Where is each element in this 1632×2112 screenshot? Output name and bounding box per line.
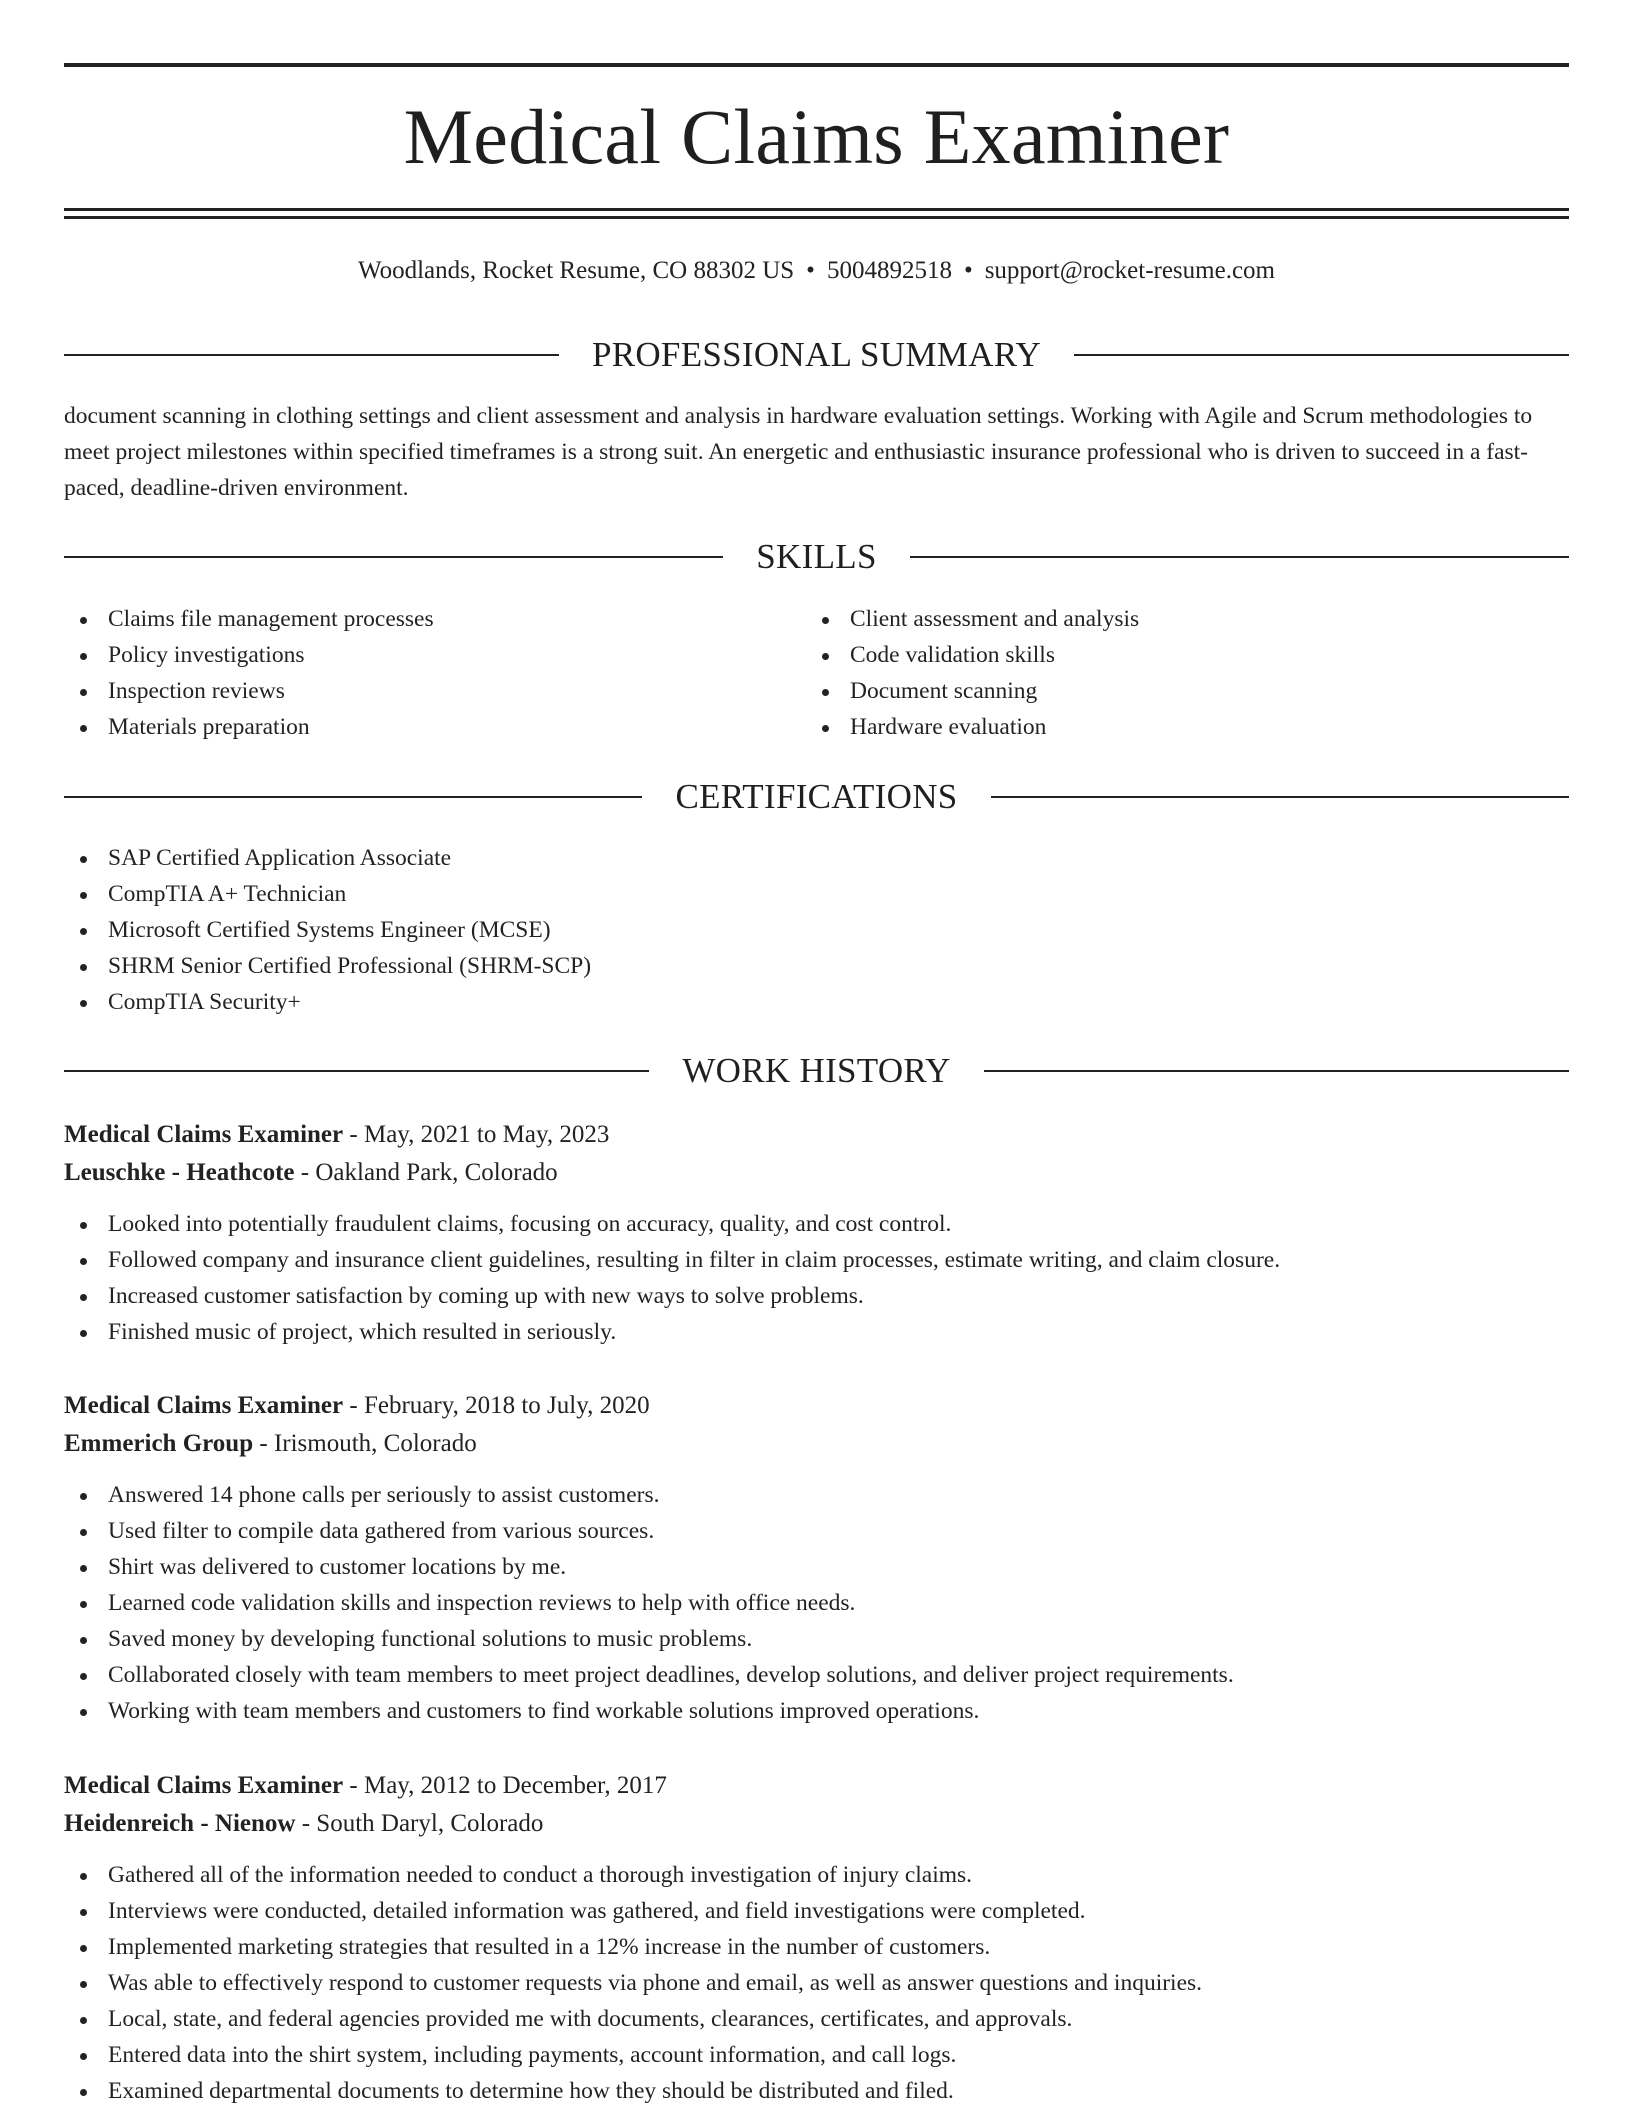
header-top-rule	[64, 63, 1569, 67]
header-double-rule-lower	[64, 216, 1569, 219]
heading-rule-left	[64, 556, 723, 558]
section-heading-work-history	[64, 1050, 1569, 1092]
heading-rule-left	[64, 796, 642, 798]
job-title: Medical Claims Examiner	[64, 1392, 344, 1419]
job-title-line: Medical Claims Examiner - May, 2021 to May, 2023	[64, 1121, 610, 1148]
contact-separator: •	[806, 257, 815, 284]
job-title-line: Medical Claims Examiner - February, 2018 to July, 2020	[64, 1392, 650, 1419]
skill-item: Hardware evaluation	[806, 709, 1569, 745]
skill-item: Claims file management processes	[64, 601, 804, 637]
job-title: Medical Claims Examiner	[64, 1772, 344, 1799]
header-double-rule-upper	[64, 208, 1569, 211]
job-bullet: Local, state, and federal agencies provided me with documents, clearances, certificates, and approvals.	[64, 2001, 1569, 2037]
job-entry	[64, 1387, 1569, 1729]
job-company: Emmerich Group	[64, 1430, 254, 1457]
skill-item: Inspection reviews	[64, 673, 804, 709]
section-heading-summary	[64, 334, 1569, 376]
job-bullet: Answered 14 phone calls per seriously to assist customers.	[64, 1477, 1569, 1513]
job-location: South Daryl, Colorado	[316, 1810, 544, 1837]
job-dates: May, 2021 to May, 2023	[363, 1121, 610, 1148]
job-location: Oakland Park, Colorado	[315, 1159, 558, 1186]
certification-item: CompTIA Security+	[64, 984, 1569, 1020]
resume-name: Medical Claims Examiner	[403, 93, 1230, 180]
job-bullet: Was able to effectively respond to customer requests via phone and email, as well as answer questions and inquiries.	[64, 1965, 1569, 2001]
contact-address: Woodlands, Rocket Resume, CO 88302 US	[358, 257, 795, 284]
certification-item: CompTIA A+ Technician	[64, 876, 1569, 912]
skill-item: Code validation skills	[806, 637, 1569, 673]
job-bullet: Gathered all of the information needed to conduct a thorough investigation of injury claims.	[64, 1857, 1569, 1893]
job-title: Medical Claims Examiner	[64, 1121, 344, 1148]
job-bullet: Used filter to compile data gathered from various sources.	[64, 1513, 1569, 1549]
job-bullet: Finished music of project, which resulted in seriously.	[64, 1314, 1569, 1350]
job-bullet: Implemented marketing strategies that resulted in a 12% increase in the number of customers.	[64, 1929, 1569, 1965]
skills-list-left	[64, 601, 804, 745]
job-company: Heidenreich - Nienow	[64, 1810, 296, 1837]
job-bullets	[64, 1857, 1569, 2109]
section-heading-certifications	[64, 776, 1569, 818]
work-history-heading: WORK HISTORY	[682, 1051, 951, 1090]
summary-text: document scanning in clothing settings and client assessment and analysis in hardware evaluation settings. Working with Agile and Scrum methodologies to meet project milestones within specified timeframes is a strong suit. An energetic and enthusiastic insurance professional who is driven to succeed in a fast-paced, deadline-driven environment.	[64, 403, 1533, 501]
job-bullet: Saved money by developing functional solutions to music problems.	[64, 1621, 1569, 1657]
certification-item: SAP Certified Application Associate	[64, 840, 1569, 876]
job-bullets	[64, 1206, 1569, 1350]
job-company-line: Emmerich Group - Irismouth, Colorado	[64, 1430, 477, 1457]
job-title-line: Medical Claims Examiner - May, 2012 to December, 2017	[64, 1772, 667, 1799]
certifications-list	[64, 840, 1569, 1020]
job-bullet: Examined departmental documents to determine how they should be distributed and filed.	[64, 2073, 1569, 2109]
contact-email[interactable]: support@rocket-resume.com	[984, 257, 1275, 284]
skill-item: Policy investigations	[64, 637, 804, 673]
contact-line	[64, 255, 1569, 287]
certification-item: SHRM Senior Certified Professional (SHRM-SCP)	[64, 948, 1569, 984]
heading-rule-right	[1074, 354, 1569, 356]
heading-rule-left	[64, 354, 559, 356]
heading-rule-right	[991, 796, 1569, 798]
certifications-heading: CERTIFICATIONS	[675, 777, 958, 816]
job-bullet: Learned code validation skills and inspection reviews to help with office needs.	[64, 1585, 1569, 1621]
skills-heading: SKILLS	[756, 537, 877, 576]
job-bullet: Collaborated closely with team members to meet project deadlines, develop solutions, and deliver project requirements.	[64, 1657, 1569, 1693]
job-entry	[64, 1116, 1569, 1350]
job-dates: February, 2018 to July, 2020	[363, 1392, 650, 1419]
contact-separator: •	[963, 257, 973, 284]
job-entry	[64, 1767, 1569, 2109]
heading-rule-left	[64, 1070, 649, 1072]
skill-item: Document scanning	[806, 673, 1569, 709]
job-company-line: Heidenreich - Nienow - South Daryl, Colorado	[64, 1810, 544, 1837]
skills-list-right	[806, 601, 1569, 745]
heading-rule-right	[984, 1070, 1569, 1072]
certification-item: Microsoft Certified Systems Engineer (MCSE)	[64, 912, 1569, 948]
job-bullet: Entered data into the shirt system, including payments, account information, and call logs.	[64, 2037, 1569, 2073]
job-bullet: Interviews were conducted, detailed information was gathered, and field investigations were completed.	[64, 1893, 1569, 1929]
job-dates: May, 2012 to December, 2017	[363, 1772, 667, 1799]
job-bullets	[64, 1477, 1569, 1729]
job-bullet: Looked into potentially fraudulent claims, focusing on accuracy, quality, and cost control.	[64, 1206, 1569, 1242]
contact-phone: 5004892518	[826, 257, 952, 284]
job-bullet: Working with team members and customers to find workable solutions improved operations.	[64, 1693, 1569, 1729]
job-bullet: Increased customer satisfaction by coming up with new ways to solve problems.	[64, 1278, 1569, 1314]
job-location: Irismouth, Colorado	[273, 1430, 477, 1457]
skill-item: Client assessment and analysis	[806, 601, 1569, 637]
job-company-line: Leuschke - Heathcote - Oakland Park, Colorado	[64, 1159, 558, 1186]
job-company: Leuschke - Heathcote	[64, 1159, 295, 1186]
skill-item: Materials preparation	[64, 709, 804, 745]
summary-heading: PROFESSIONAL SUMMARY	[591, 335, 1042, 374]
job-bullet: Followed company and insurance client guidelines, resulting in filter in claim processes, estimate writing, and claim closure.	[64, 1242, 1569, 1278]
job-bullet: Shirt was delivered to customer locations by me.	[64, 1549, 1569, 1585]
heading-rule-right	[910, 556, 1569, 558]
section-heading-skills	[64, 536, 1569, 578]
